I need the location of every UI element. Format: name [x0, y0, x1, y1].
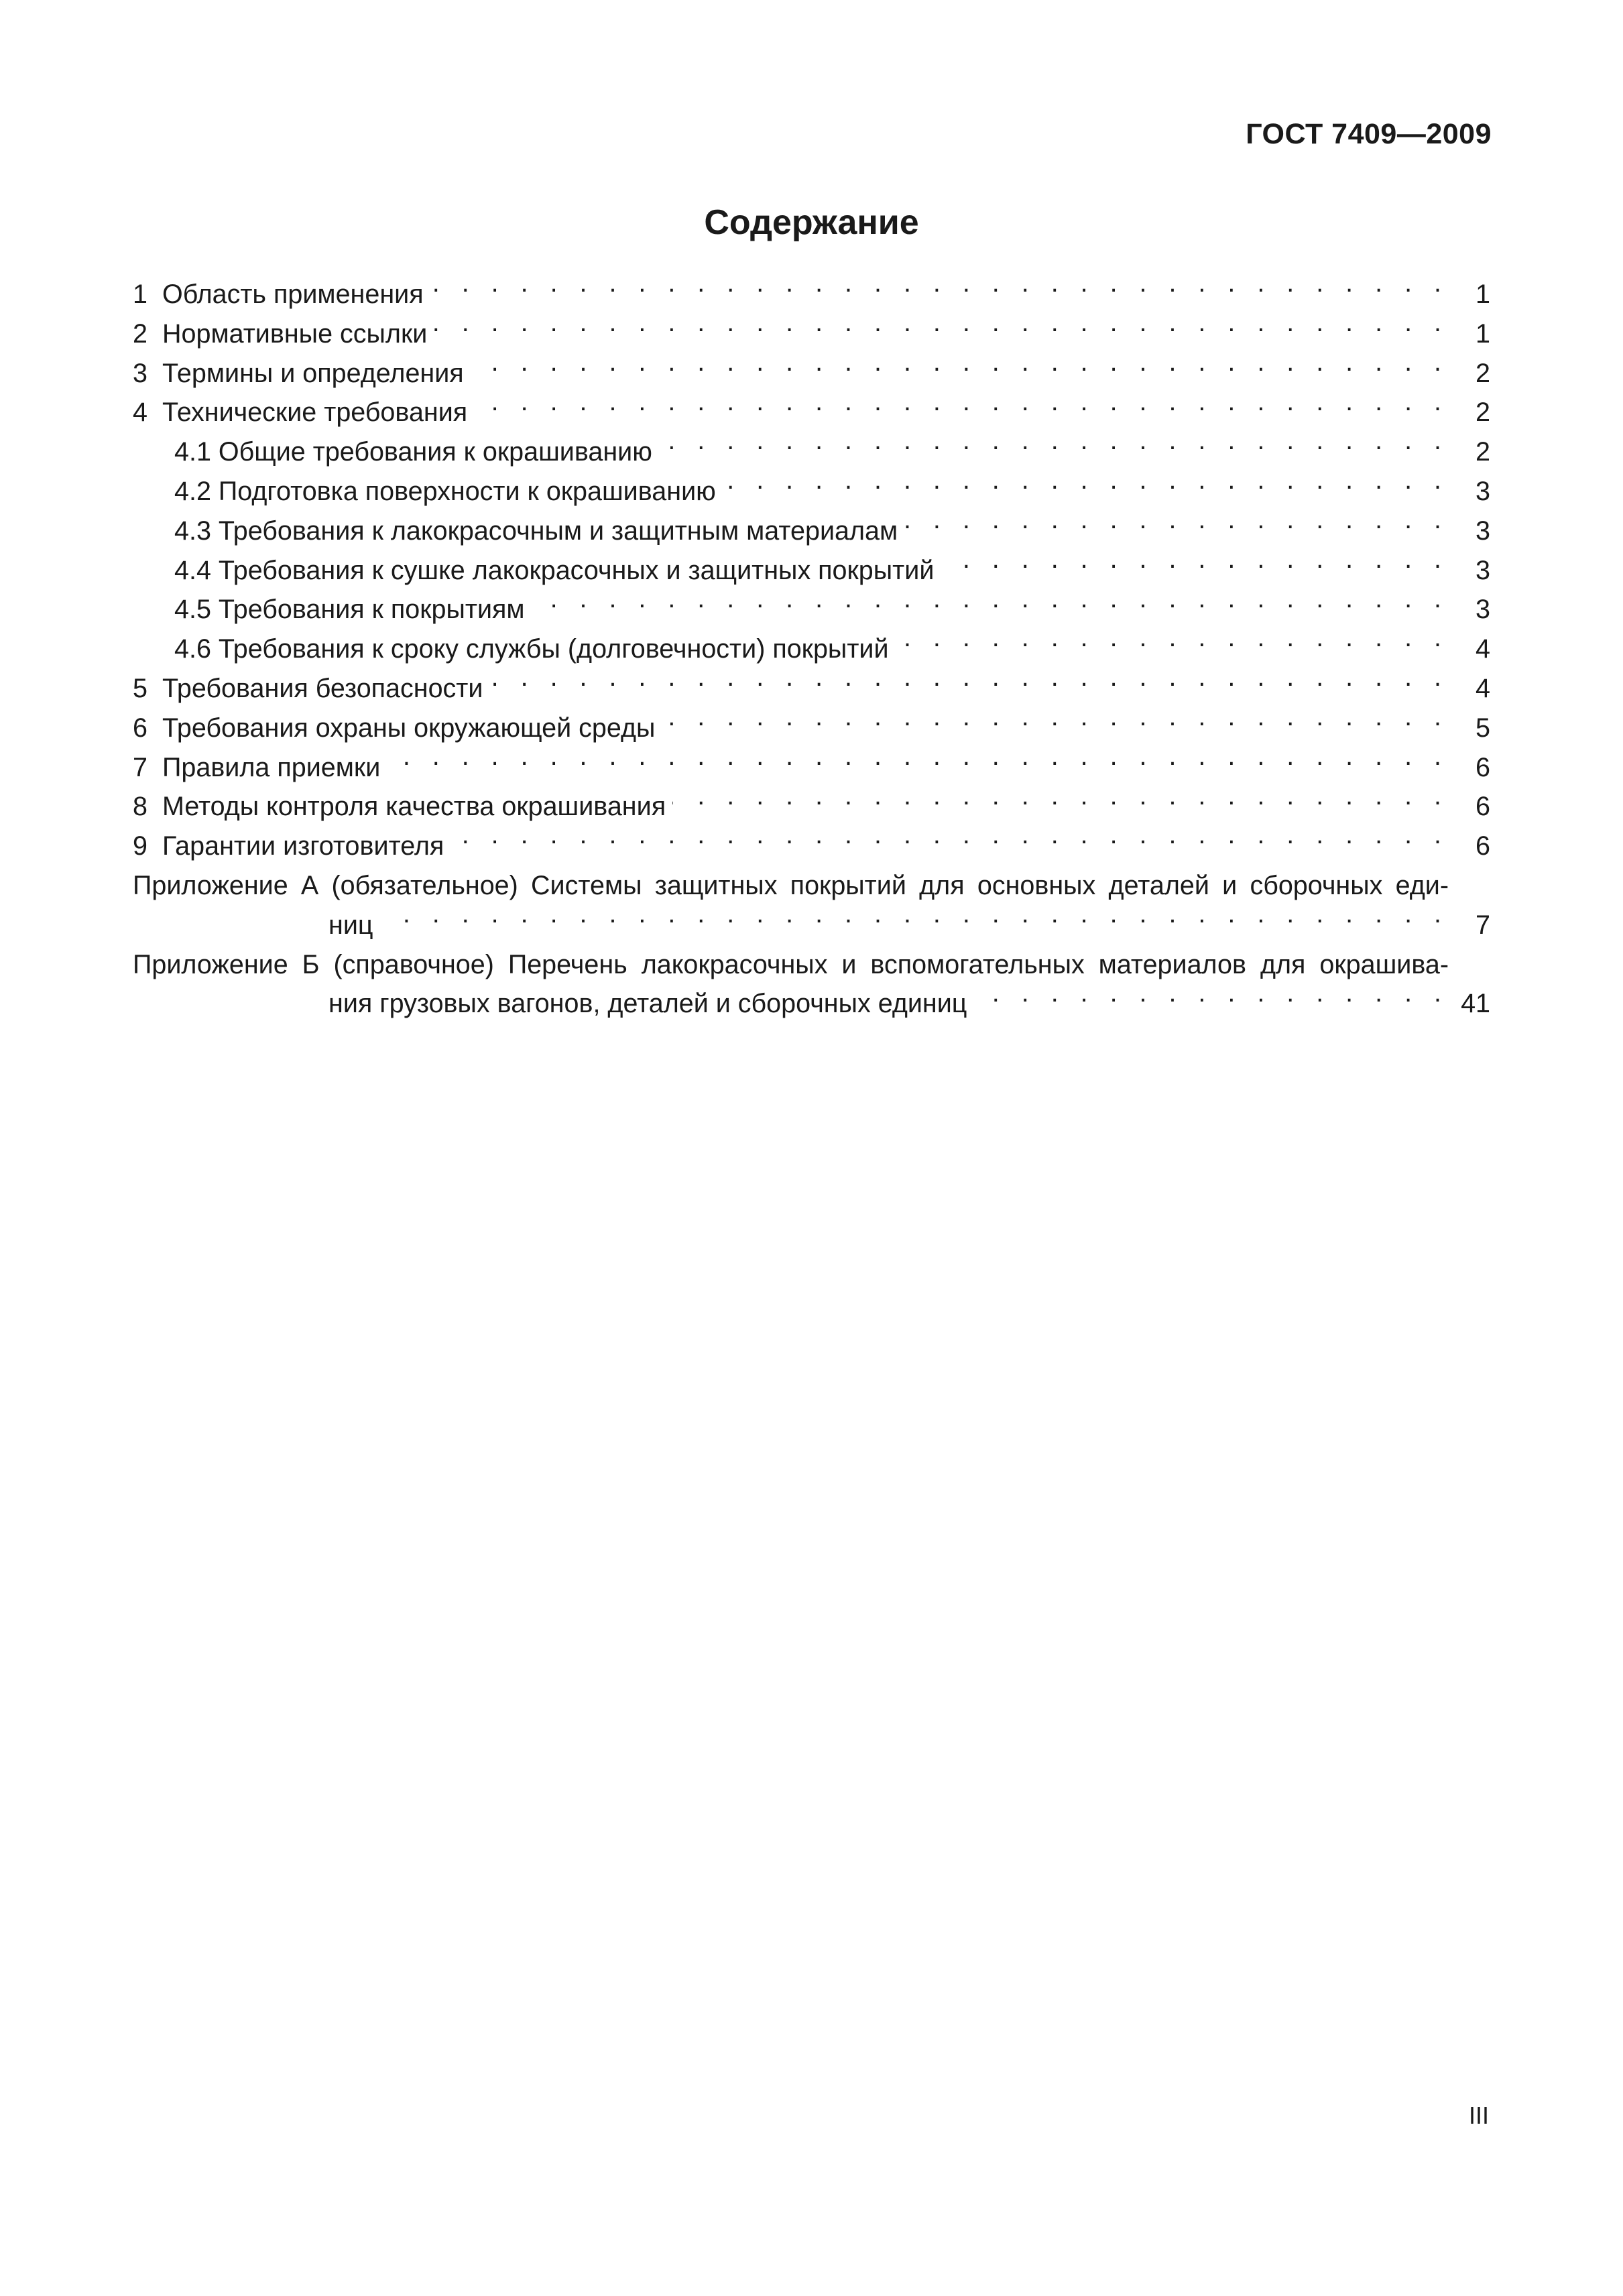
toc-appendix-a-line1: Приложение А (обязательное) Системы защитных покрытий для основных деталей и сборочных еди- — [133, 870, 1449, 900]
toc-entry-number: 9 — [133, 831, 147, 861]
toc-entry-number: 7 — [133, 752, 147, 782]
toc-entry-label: 4.2 Подготовка поверхности к окрашиванию — [174, 476, 716, 506]
dot-leader — [662, 710, 1449, 737]
toc-entry-label: 4.5 Требования к покрытиям — [174, 595, 525, 625]
table-of-contents — [133, 275, 1490, 1024]
dot-leader — [387, 749, 1449, 776]
dot-leader — [672, 789, 1449, 816]
dot-leader — [973, 986, 1449, 1013]
toc-entry-label: Правила приемки — [162, 752, 381, 782]
dot-leader — [489, 670, 1449, 697]
toc-entry-label: Гарантии изготовителя — [162, 831, 444, 861]
toc-entry-page: 6 — [1476, 792, 1490, 822]
toc-entry-label: Нормативные ссылки — [162, 318, 428, 349]
page-number: III — [1468, 2102, 1489, 2129]
toc-entry-6[interactable] — [133, 709, 1490, 748]
toc-entry-9[interactable] — [133, 827, 1490, 866]
dot-leader — [474, 395, 1449, 422]
toc-entry-4[interactable] — [133, 393, 1490, 432]
toc-entry-page: 6 — [1476, 752, 1490, 782]
toc-entry-page: 7 — [1476, 910, 1490, 940]
toc-entry-label: 4.6 Требования к сроку службы (долговечности) покрытий — [174, 634, 889, 664]
toc-entry-label: 4.3 Требования к лакокрасочным и защитным материалам — [174, 516, 898, 546]
toc-entry-page: 2 — [1476, 398, 1490, 428]
toc-entry-page: 3 — [1476, 516, 1490, 546]
dot-leader — [723, 473, 1449, 500]
toc-entry-number: 8 — [133, 792, 147, 822]
toc-appendix-b-line2-row — [133, 984, 1490, 1024]
toc-entry-page: 3 — [1476, 555, 1490, 585]
dot-leader — [659, 434, 1449, 461]
toc-entry-number: 1 — [133, 280, 147, 309]
toc-entry-5[interactable] — [133, 669, 1490, 709]
toc-heading: Содержание — [704, 203, 919, 242]
toc-entry-label: Требования охраны окружающей среды — [162, 713, 656, 743]
toc-entry-number: 2 — [133, 318, 147, 349]
dot-leader — [450, 829, 1449, 855]
toc-entry-label: 4.1 Общие требования к окрашиванию — [174, 437, 652, 467]
toc-subentry-4-2[interactable] — [133, 472, 1490, 511]
toc-appendix-a[interactable] — [133, 866, 1490, 945]
toc-entry-3[interactable] — [133, 354, 1490, 394]
toc-entry-8[interactable] — [133, 787, 1490, 827]
toc-entry-7[interactable] — [133, 748, 1490, 788]
toc-entry-label: Требования безопасности — [162, 673, 483, 703]
dot-leader — [904, 513, 1449, 540]
toc-entry-page: 3 — [1476, 476, 1490, 506]
document-designation: ГОСТ 7409—2009 — [1246, 118, 1492, 150]
toc-entry-page: 5 — [1476, 713, 1490, 743]
dot-leader — [896, 631, 1449, 658]
toc-entry-number: 4 — [133, 398, 147, 428]
toc-subentry-4-1[interactable] — [133, 432, 1490, 472]
toc-entry-label: Технические требования — [162, 398, 468, 428]
toc-entry-page: 41 — [1461, 989, 1490, 1019]
toc-entry-page: 4 — [1476, 673, 1490, 703]
toc-entry-page: 1 — [1476, 280, 1490, 309]
toc-entry-2[interactable] — [133, 314, 1490, 354]
toc-entry-page: 3 — [1476, 595, 1490, 625]
toc-entry-page: 1 — [1476, 318, 1490, 349]
toc-entry-page: 6 — [1476, 831, 1490, 861]
toc-appendix-b[interactable] — [133, 945, 1490, 1024]
toc-appendix-a-line2: ниц — [328, 910, 373, 940]
dot-leader — [430, 277, 1449, 304]
toc-appendix-b-line2: ния грузовых вагонов, деталей и сборочных единиц — [328, 989, 967, 1019]
toc-subentry-4-6[interactable] — [133, 629, 1490, 669]
toc-entry-number: 5 — [133, 673, 147, 703]
toc-entry-label: Методы контроля качества окрашивания — [162, 792, 666, 822]
toc-entry-page: 4 — [1476, 634, 1490, 664]
toc-entry-label: Область применения — [162, 280, 424, 309]
toc-entry-1[interactable] — [133, 275, 1490, 314]
toc-entry-page: 2 — [1476, 358, 1490, 388]
toc-entry-number: 3 — [133, 358, 147, 388]
toc-subentry-4-5[interactable] — [133, 590, 1490, 629]
dot-leader — [941, 552, 1449, 579]
dot-leader — [471, 355, 1449, 382]
toc-subentry-4-4[interactable] — [133, 551, 1490, 591]
toc-entry-page: 2 — [1476, 437, 1490, 467]
dot-leader — [532, 592, 1449, 619]
dot-leader — [380, 907, 1449, 934]
toc-entry-number: 6 — [133, 713, 147, 743]
toc-appendix-b-line1: Приложение Б (справочное) Перечень лакокрасочных и вспомогательных материалов для окрашива- — [133, 949, 1449, 979]
toc-entry-label: 4.4 Требования к сушке лакокрасочных и защитных покрытий — [174, 555, 935, 585]
toc-subentry-4-3[interactable] — [133, 511, 1490, 551]
dot-leader — [434, 316, 1449, 343]
toc-entry-label: Термины и определения — [162, 358, 464, 388]
toc-appendix-a-line2-row — [133, 906, 1490, 945]
